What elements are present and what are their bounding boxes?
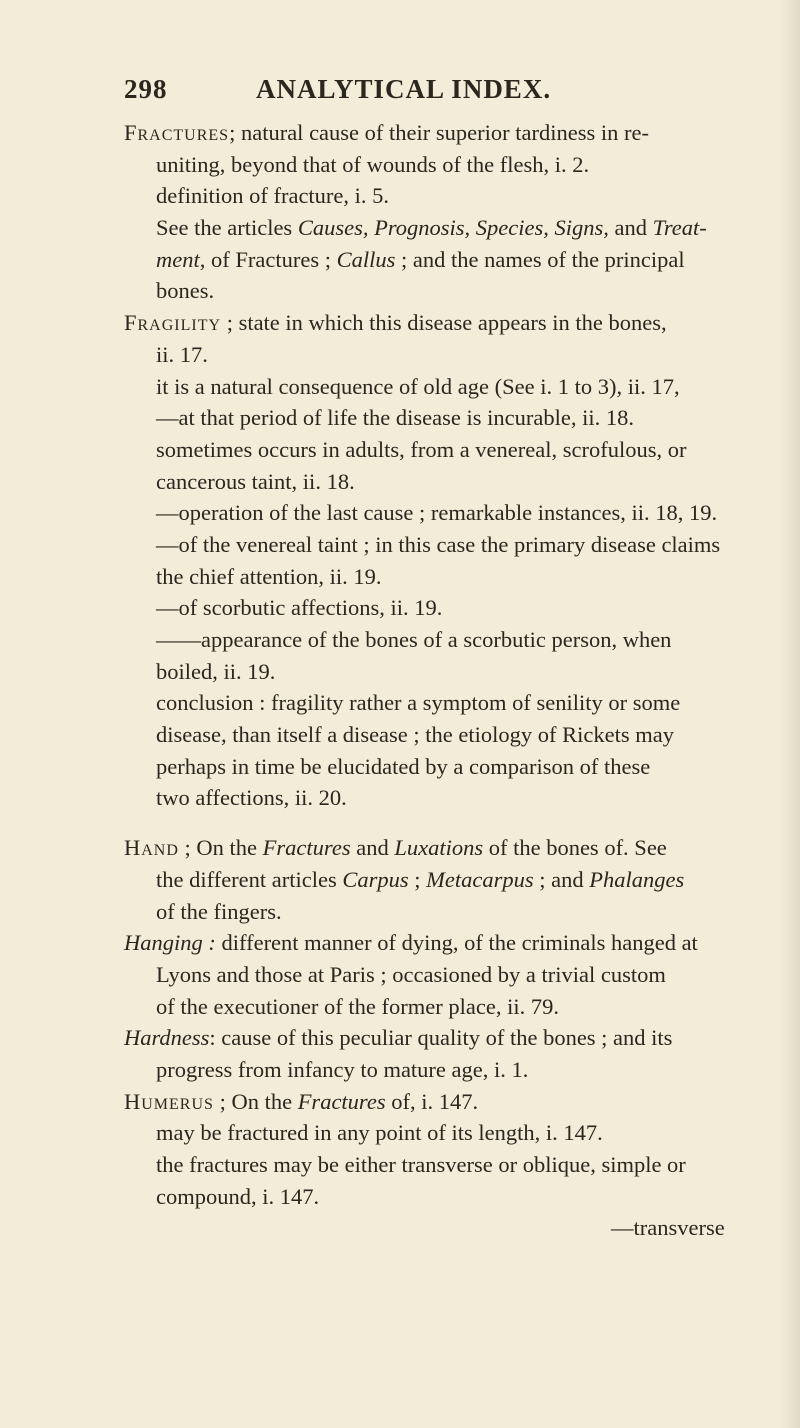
entry-text: , of Fractures ; [199,246,337,272]
cross-reference: Callus [336,246,396,272]
entry-head-fractures: Fractures [124,120,230,145]
entry-line [0,1086,800,1118]
entry-line: cancerous taint, ii. 18. [156,468,355,494]
entry-line: conclusion : fragility rather a symptom of senility or some [156,690,681,716]
entry-line: —at that period of life the disease is incurable, ii. 18. [156,405,634,431]
entry-text: different manner of dying, of the criminals hanged at [215,930,698,956]
entry-text: ; On the [213,1088,298,1114]
entry-head-hand: Hand [124,835,179,861]
entry-hardness [0,1022,800,1085]
cross-reference: ment [156,246,200,272]
entry-line: perhaps in time be elucidated by a comparison of these [156,753,651,779]
entry-text: See the articles [156,215,298,241]
entry-line: ——appearance of the bones of a scorbutic person, when [156,627,672,652]
entry-text: ; natural cause of their superior tardiness in re- [229,120,649,145]
entry-hanging [0,927,800,1022]
entry-text: : cause of this peculiar quality of the bones ; and its [209,1025,673,1051]
entry-line: boiled, ii. 19. [156,658,276,684]
cross-reference: Treat- [652,215,707,241]
entry-fragility [0,307,800,814]
entry-line: may be fractured in any point of its length, i. 147. [156,1120,603,1146]
entry-line: bones. [156,278,215,304]
entry-line: two affections, ii. 20. [156,785,347,811]
entry-line [0,307,800,339]
running-title: ANALYTICAL INDEX. [256,74,552,104]
entry-head-humerus: Humerus [124,1088,214,1114]
entry-line: it is a natural consequence of old age (See i. 1 to 3), ii. 17, [156,373,680,399]
entry-line: Lyons and those at Paris ; occasioned by a trivial custom [156,961,666,987]
entry-line: disease, than itself a disease ; the etiology of Rickets may [156,722,674,748]
entry-line: the fractures may be either transverse or oblique, simple or [156,1152,686,1177]
entry-head-hanging: Hanging : [124,930,216,956]
section-gap [0,814,800,832]
entry-line [0,244,800,276]
entry-line: ii. 17. [156,341,208,367]
entry-text: of, i. 147. [385,1088,479,1114]
entry-text: of the bones of. See [483,835,667,861]
entry-line: —operation of the last cause ; remarkable instances, ii. 18, 19. [156,500,718,526]
entry-line: —of the venereal taint ; in this case the primary disease claims [156,531,721,557]
entry-line: of the fingers. [156,898,282,924]
entry-text: and [608,215,653,241]
entry-line [0,927,800,959]
entry-line [0,864,800,896]
entry-text: ; [408,866,427,892]
index-body [0,117,800,1244]
cross-reference: Causes, Prognosis, Species, Signs, [297,215,609,241]
entry-line: uniting, beyond that of wounds of the flesh, i. 2. [156,151,590,177]
entry-text: ; and the names of the principal [395,246,685,272]
entry-text: ; and [533,866,590,892]
entry-fractures [0,117,800,307]
entry-line [0,1022,800,1054]
entry-line: compound, i. 147. [156,1183,320,1209]
entry-text: the different articles [156,866,343,892]
entry-text: and [350,835,395,861]
entry-line: progress from infancy to mature age, i. 1. [156,1056,529,1082]
entry-line [0,117,800,149]
cross-reference: Phalanges [589,866,685,892]
entry-head-fragility: Fragility [124,310,222,336]
cross-reference: Fractures [262,835,351,861]
entry-text: ; state in which this disease appears in the bones, [221,310,667,336]
catchword: —transverse [611,1215,725,1241]
cross-reference: Metacarpus [426,866,534,892]
entry-line: definition of fracture, i. 5. [156,183,390,209]
entry-line: of the executioner of the former place, ii. 79. [156,993,559,1019]
page-header [0,74,800,108]
page-number: 298 [124,74,168,104]
entry-line: —of scorbutic affections, ii. 19. [156,595,443,621]
cross-reference: Luxations [394,835,484,861]
entry-line [0,832,800,864]
cross-reference: Carpus [342,866,409,892]
catchword-line [0,1212,800,1244]
entry-line [0,212,800,244]
entry-humerus [0,1086,800,1213]
entry-line: sometimes occurs in adults, from a venereal, scrofulous, or [156,436,687,462]
entry-text: ; On the [178,835,263,861]
cross-reference: Fractures [297,1088,386,1114]
entry-head-hardness: Hardness [124,1025,210,1051]
entry-line: the chief attention, ii. 19. [156,563,382,589]
entry-hand [0,832,800,927]
